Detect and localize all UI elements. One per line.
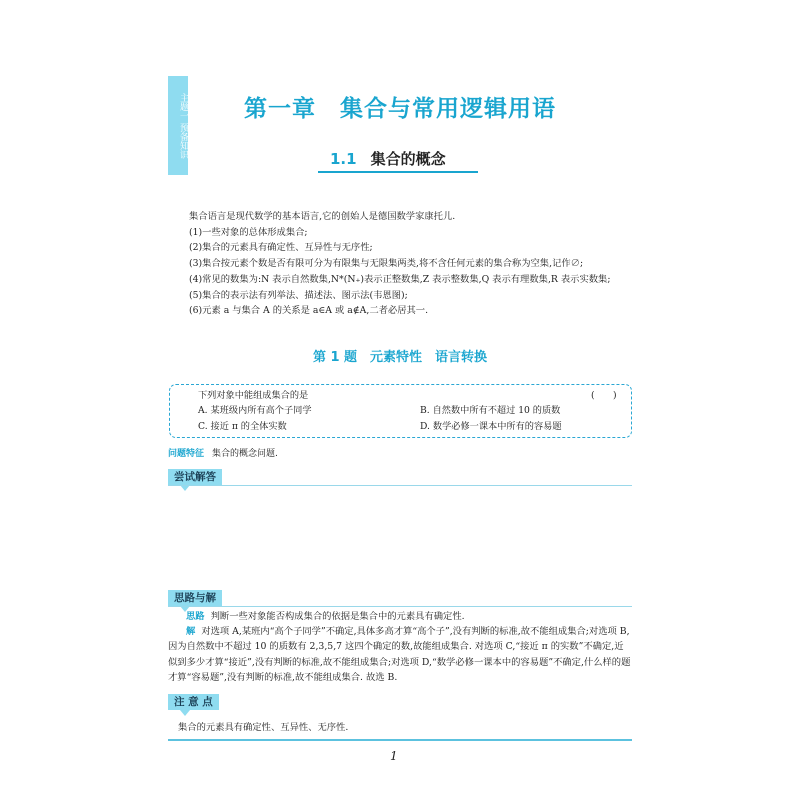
- option-b: B. 自然数中所有不超过 10 的质数: [420, 405, 561, 416]
- intro-item: (2)集合的元素具有确定性、互异性与无序性;: [189, 242, 373, 254]
- answer-bracket: ( ): [591, 390, 617, 401]
- tag-rule: [168, 485, 632, 486]
- intro-item: (1)一些对象的总体形成集合;: [189, 226, 308, 238]
- intro-item: (6)元素 a 与集合 A 的关系是 a∈A 或 a∉A,二者必居其一.: [189, 305, 429, 317]
- note-text: 集合的元素具有确定性、互异性、无序性.: [178, 722, 349, 733]
- intro-item: (4)常见的数集为:N 表示自然数集,N*(N₊)表示正整数集,Z 表示整数集,Q 表示有理数集,R 表示实数集;: [189, 273, 611, 285]
- feature-label: 问题特征: [168, 449, 205, 459]
- intro-item: (3)集合按元素个数是否有限可分为有限集与无限集两类,将不含任何元素的集合称为空集,记作∅;: [189, 258, 584, 270]
- intro-item: (5)集合的表示法有列举法、描述法、图示法(韦恩图);: [189, 289, 408, 301]
- section-number: 1.1: [330, 150, 357, 168]
- option-d: D. 数学必修一课本中所有的容易题: [420, 421, 562, 432]
- intro-text: [168, 209, 632, 319]
- idea-text: 判断一些对象能否构成集合的依据是集合中的元素具有确定性.: [210, 611, 465, 622]
- try-answer-tag: 尝试解答: [168, 469, 222, 485]
- note-tag: 注 意 点: [168, 694, 219, 710]
- page-number: 1: [390, 749, 398, 763]
- problem-feature: [168, 446, 278, 459]
- feature-text: 集合的概念问题.: [212, 449, 278, 459]
- chapter-title: 第一章 集合与常用逻辑用语: [244, 96, 556, 122]
- idea-solution-tag: 思路与解: [168, 590, 222, 606]
- section-underline: [318, 171, 478, 173]
- idea-label: 思路: [186, 611, 205, 622]
- solution-label: 解: [186, 626, 196, 638]
- option-c: C. 接近 π 的全体实数: [198, 421, 287, 432]
- section-name: 集合的概念: [370, 150, 446, 168]
- option-a: A. 某班级内所有高个子同学: [198, 405, 312, 416]
- solution-body: 对选项 A,某班内“高个子同学”不确定,具体多高才算“高个子”,没有判断的标准,故不能组成集合;对选项 B,因为自然数中不超过 10 的质数有 2,3,5,7 这四个确定的数,故能组成集合. 对选项 C,“接近 π 的实数”不确定,近似到多少才算“接近”,没有判断的标准,故不能组成集合;对选项 D,“数学必修一课本中的容易题”不确定,什么样的题才算“容易题”,没有判断的标准,故不能组成集合. 故选 B.: [168, 626, 631, 683]
- tag-rule: [168, 606, 632, 607]
- intro-lead: 集合语言是现代数学的基本语言,它的创始人是德国数学家康托儿.: [189, 211, 456, 222]
- question-title: 第 1 题 元素特性 语言转换: [312, 350, 488, 365]
- question-stem: 下列对象中能组成集合的是: [198, 390, 309, 401]
- side-tab: 主题一 预备知识: [168, 76, 188, 175]
- solution-text: [168, 609, 632, 685]
